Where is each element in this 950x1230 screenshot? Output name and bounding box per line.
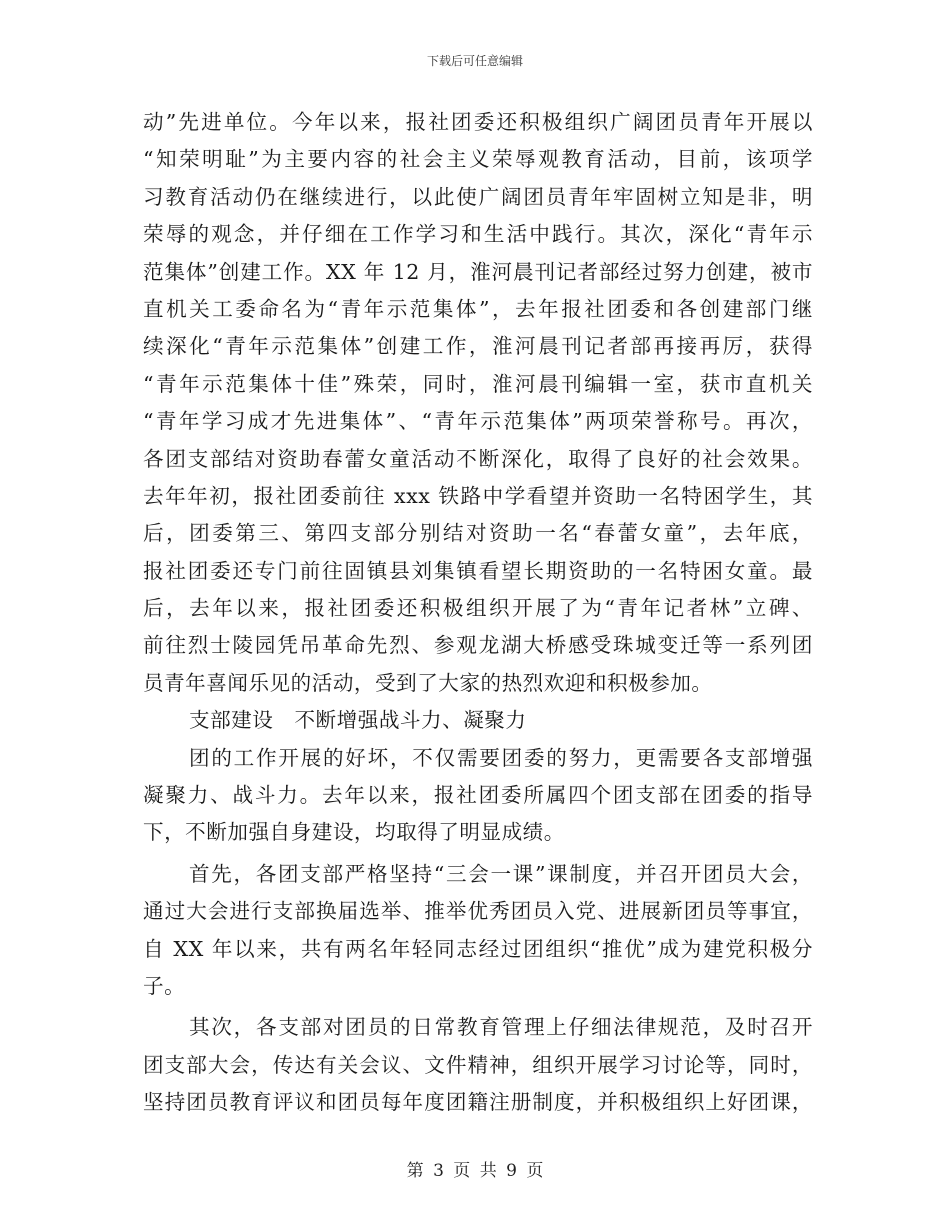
text-line: 自 XX 年以来，共有两名年轻同志经过团组织“推优”成为建党积极分 xyxy=(143,936,813,961)
text-line: “青年示范集体十佳”殊荣，同时，淮河晨刊编辑一室，获市直机关 xyxy=(143,371,813,396)
text-line: 续深化“青年示范集体”创建工作，淮河晨刊记者部再接再厉，获得 xyxy=(143,334,813,359)
text-line: 直机关工委命名为“青年示范集体”，去年报社团委和各创建部门继 xyxy=(143,296,813,321)
paragraph xyxy=(143,740,813,852)
paragraph xyxy=(143,1009,813,1121)
text-line: 凝聚力、战斗力。去年以来，报社团委所属四个团支部在团委的指导 xyxy=(143,783,813,808)
text-line: 后，去年以来，报社团委还积极组织开展了为“青年记者林”立碑、 xyxy=(143,596,813,621)
text-line: 去年年初，报社团委前往 xxx 铁路中学看望并资助一名特困学生，其 xyxy=(143,483,813,508)
text-line: 荣辱的观念，并仔细在工作学习和生活中践行。其次，深化“青年示 xyxy=(143,222,813,247)
text-line: 动”先进单位。今年以来，报社团委还积极组织广阔团员青年开展以 xyxy=(143,110,813,134)
text-line: 员青年喜闻乐见的活动，受到了大家的热烈欢迎和积极参加。 xyxy=(143,670,713,695)
text-line: “青年学习成才先进集体”、“青年示范集体”两项荣誉称号。再次， xyxy=(143,409,813,434)
page-number-footer: 第 3 页 共 9 页 xyxy=(406,1161,544,1181)
section-heading: 支部建设 不断增强战斗力、凝聚力 xyxy=(189,708,527,733)
text-line: 首先，各团支部严格坚持“三会一课”课制度，并召开团员大会， xyxy=(189,861,813,886)
text-line: 子。 xyxy=(143,973,186,998)
text-line: 后，团委第三、第四支部分别结对资助一名“春蕾女童”，去年底， xyxy=(143,521,813,546)
document-body xyxy=(143,104,813,1122)
text-line: 前往烈士陵园凭吊革命先烈、参观龙湖大桥感受珠城变迁等一系列团 xyxy=(143,633,813,658)
text-line: 习教育活动仍在继续进行，以此使广阔团员青年牢固树立知是非，明 xyxy=(143,184,813,209)
text-line: “知荣明耻”为主要内容的社会主义荣辱观教育活动，目前，该项学 xyxy=(143,147,813,172)
text-line: 报社团委还专门前往固镇县刘集镇看望长期资助的一名特困女童。最 xyxy=(143,558,813,583)
text-line: 范集体”创建工作。XX 年 12 月，淮河晨刊记者部经过努力创建，被市 xyxy=(143,259,813,284)
page-header-note: 下载后可任意编辑 xyxy=(426,54,523,68)
paragraph xyxy=(143,856,813,1006)
text-line: 各团支部结对资助春蕾女童活动不断深化，取得了良好的社会效果。 xyxy=(143,446,813,471)
text-line: 团的工作开展的好坏，不仅需要团委的努力，更需要各支部增强 xyxy=(189,745,813,770)
text-line: 团支部大会，传达有关会议、文件精神，组织开展学习讨论等，同时， xyxy=(143,1052,813,1077)
text-line: 坚持团员教育评议和团员每年度团籍注册制度，并积极组织上好团课， xyxy=(143,1090,813,1115)
text-line: 其次，各支部对团员的日常教育管理上仔细法律规范，及时召开 xyxy=(189,1015,813,1040)
text-line: 下，不断加强自身建设，均取得了明显成绩。 xyxy=(143,820,565,845)
text-line: 通过大会进行支部换届选举、推举优秀团员入党、进展新团员等事宜， xyxy=(143,899,813,924)
paragraph xyxy=(143,104,813,702)
